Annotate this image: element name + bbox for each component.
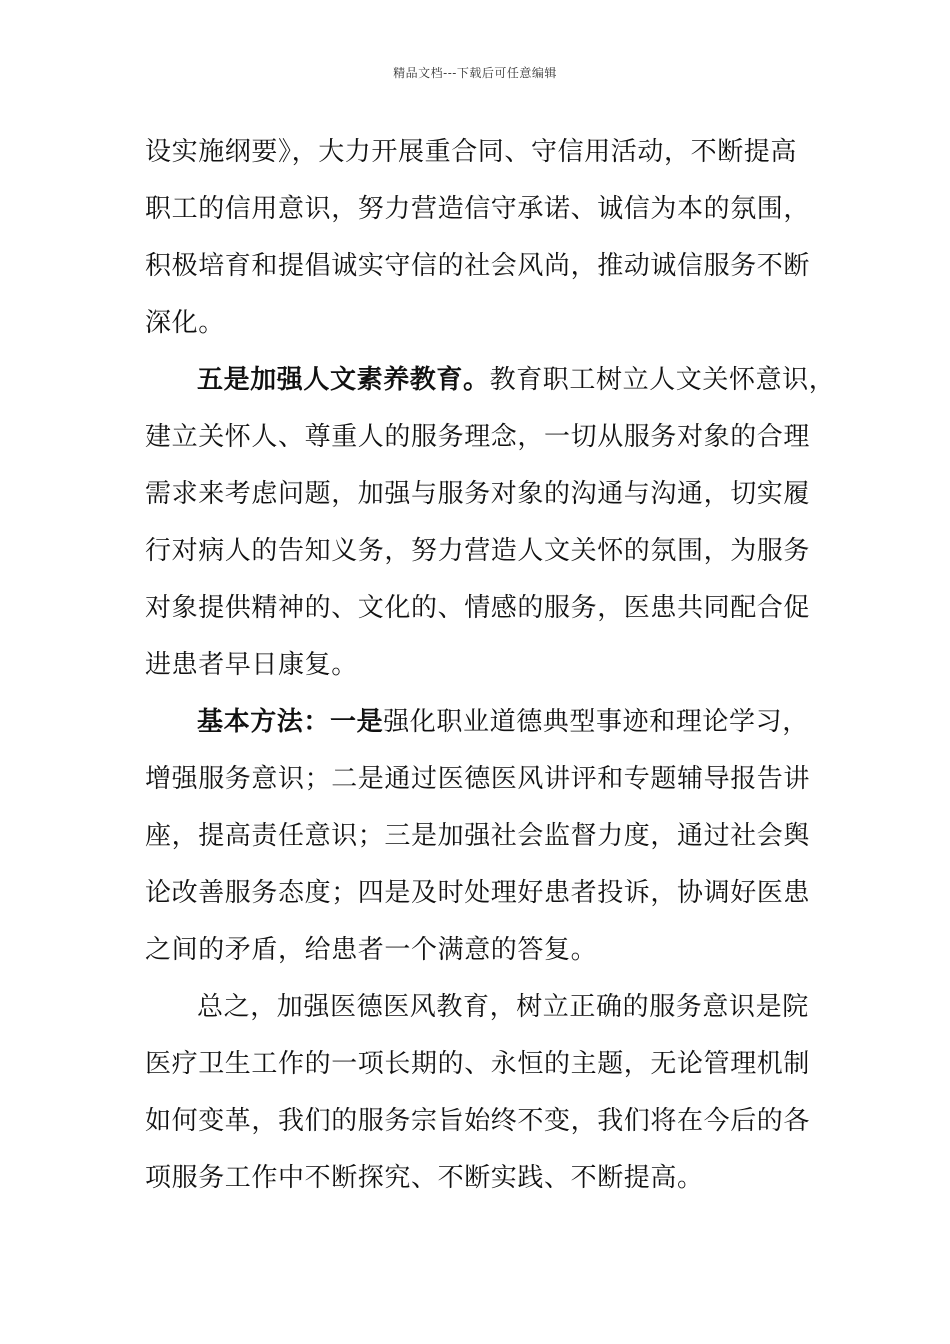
text-line: 之间的矛盾，给患者一个满意的答复。	[145, 935, 598, 965]
text-line: 进患者早日康复。	[145, 650, 358, 680]
document-body	[145, 124, 836, 1207]
text-line: 医疗卫生工作的一项长期的、永恒的主题，无论管理机制	[145, 1049, 811, 1079]
bold-lead-text: 五是加强人文素养教育。	[197, 365, 490, 395]
text-line: 如何变革，我们的服务宗旨始终不变，我们将在今后的各	[145, 1106, 811, 1136]
text-line: 增强服务意识；二是通过医德医风讲评和专题辅导报告讲	[145, 764, 811, 794]
text-line: 职工的信用意识，努力营造信守承诺、诚信为本的氛围，	[145, 194, 811, 224]
text-run: 教育职工树立人文关怀意识，	[489, 365, 836, 395]
text-line: 行对病人的告知义务，努力营造人文关怀的氛围，为服务	[145, 536, 811, 566]
bold-lead-text: 基本方法：一是	[197, 707, 384, 737]
text-line: 深化。	[145, 308, 225, 338]
text-line: 设实施纲要》，大力开展重合同、守信用活动，不断提高	[145, 137, 798, 167]
text-line: 积极培育和提倡诚实守信的社会风尚，推动诚信服务不断	[145, 251, 811, 281]
page-header: 精品文档---下载后可任意编辑	[393, 66, 557, 80]
text-line: 需求来考虑问题，加强与服务对象的沟通与沟通，切实履	[145, 479, 811, 509]
paragraph-start-line	[145, 694, 825, 751]
text-line: 论改善服务态度；四是及时处理好患者投诉，协调好医患	[145, 878, 811, 908]
paragraph-start-line	[145, 352, 836, 409]
text-line: 座，提高责任意识；三是加强社会监督力度，通过社会舆	[145, 821, 811, 851]
text-line: 项服务工作中不断探究、不断实践、不断提高。	[145, 1163, 704, 1193]
paragraph-start-line: 总之，加强医德医风教育，树立正确的服务意识是院	[197, 992, 809, 1022]
text-run: 强化职业道德典型事迹和理论学习，	[383, 707, 809, 737]
text-line: 建立关怀人、尊重人的服务理念，一切从服务对象的合理	[145, 422, 811, 452]
text-line: 对象提供精神的、文化的、情感的服务，医患共同配合促	[145, 593, 811, 623]
